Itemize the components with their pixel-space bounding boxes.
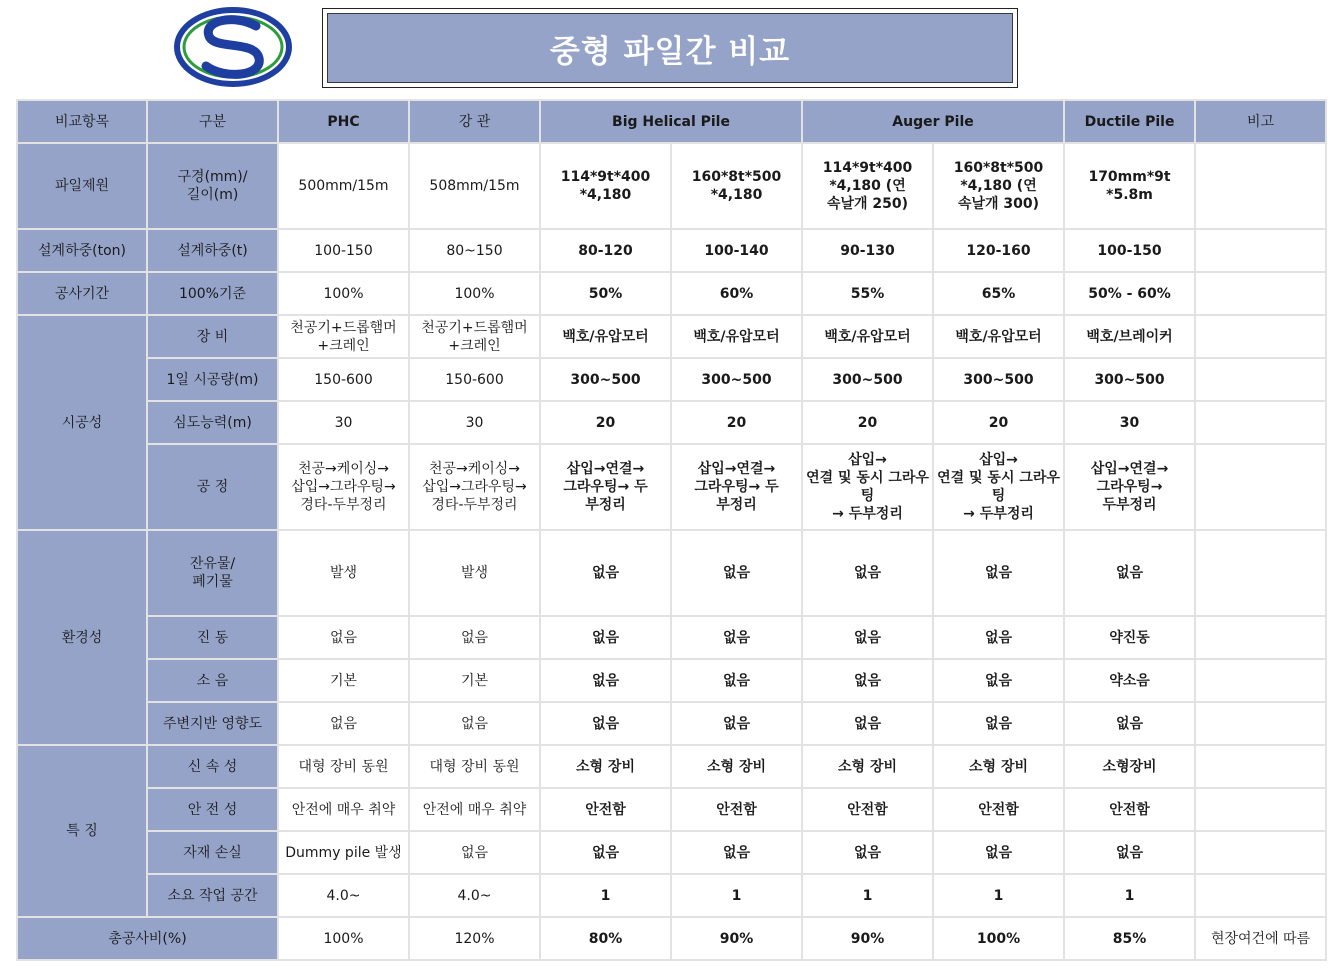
remark-diameter [1195,143,1326,229]
cell-daily-6: 300~500 [1064,358,1195,401]
cell-daily-0: 150-600 [278,358,409,401]
cell-cost-0: 100% [278,917,409,960]
cell-depth-4: 20 [802,401,933,444]
cell-depth-1: 30 [409,401,540,444]
row-label-ground: 주변지반 영향도 [147,702,278,745]
row-label-speed: 신 속 성 [147,745,278,788]
cell-safety-1: 안전에 매우 취약 [409,788,540,831]
remark-safety [1195,788,1326,831]
cell-equipment-1: 천공기+드롭햄머 +크레인 [409,315,540,358]
remark-daily [1195,358,1326,401]
remark-process [1195,444,1326,530]
category-environment: 환경성 [17,530,147,745]
table-row-diameter [17,143,1326,229]
header-phc: PHC [278,100,409,143]
cell-ground-6: 없음 [1064,702,1195,745]
cell-load-0: 100-150 [278,229,409,272]
cell-diameter-4: 114*9t*400 *4,180 (연 속날개 250) [802,143,933,229]
cell-residue-1: 발생 [409,530,540,616]
cell-diameter-1: 508mm/15m [409,143,540,229]
header-remarks: 비고 [1195,100,1326,143]
remark-equipment [1195,315,1326,358]
cell-daily-5: 300~500 [933,358,1064,401]
cell-process-5: 삽입→ 연결 및 동시 그라우팅 → 두부정리 [933,444,1064,530]
cell-vibration-4: 없음 [802,616,933,659]
cell-loss-0: Dummy pile 발생 [278,831,409,874]
cell-speed-5: 소형 장비 [933,745,1064,788]
cell-diameter-2: 114*9t*400 *4,180 [540,143,671,229]
cell-residue-4: 없음 [802,530,933,616]
cell-depth-5: 20 [933,401,1064,444]
remark-ground [1195,702,1326,745]
cell-depth-2: 20 [540,401,671,444]
cell-load-3: 100-140 [671,229,802,272]
cell-ground-0: 없음 [278,702,409,745]
cell-safety-0: 안전에 매우 취약 [278,788,409,831]
cell-speed-3: 소형 장비 [671,745,802,788]
cell-noise-6: 약소음 [1064,659,1195,702]
cell-space-2: 1 [540,874,671,917]
table-row-space [17,874,1326,917]
cell-space-0: 4.0~ [278,874,409,917]
table-row-equipment [17,315,1326,358]
cell-residue-3: 없음 [671,530,802,616]
row-label-safety: 안 전 성 [147,788,278,831]
cell-diameter-0: 500mm/15m [278,143,409,229]
remark-residue [1195,530,1326,616]
cell-space-1: 4.0~ [409,874,540,917]
cell-safety-3: 안전함 [671,788,802,831]
table-row-residue [17,530,1326,616]
table-row-daily [17,358,1326,401]
row-label-space: 소요 작업 공간 [147,874,278,917]
title-frame [322,8,1018,88]
cell-vibration-6: 약진동 [1064,616,1195,659]
cell-diameter-5: 160*8t*500 *4,180 (연 속날개 300) [933,143,1064,229]
cell-loss-2: 없음 [540,831,671,874]
row-label-load: 설계하중(t) [147,229,278,272]
table-row-speed [17,745,1326,788]
cell-load-1: 80~150 [409,229,540,272]
cell-safety-4: 안전함 [802,788,933,831]
cell-speed-0: 대형 장비 동원 [278,745,409,788]
cell-load-4: 90-130 [802,229,933,272]
cell-load-6: 100-150 [1064,229,1195,272]
cell-ground-5: 없음 [933,702,1064,745]
cell-period-2: 50% [540,272,671,315]
table-row-loss [17,831,1326,874]
table-row-noise [17,659,1326,702]
cell-period-1: 100% [409,272,540,315]
cell-ground-3: 없음 [671,702,802,745]
remark-load [1195,229,1326,272]
cell-cost-4: 90% [802,917,933,960]
category-design_load: 설계하중(ton) [17,229,147,272]
cell-daily-2: 300~500 [540,358,671,401]
header-item: 비교항목 [17,100,147,143]
cell-vibration-2: 없음 [540,616,671,659]
cell-process-1: 천공→케이싱→ 삽입→그라우팅→ 경타-두부정리 [409,444,540,530]
cell-equipment-5: 백호/유압모터 [933,315,1064,358]
row-label-equipment: 장 비 [147,315,278,358]
cell-period-5: 65% [933,272,1064,315]
table-row-safety [17,788,1326,831]
cell-equipment-4: 백호/유압모터 [802,315,933,358]
cell-loss-4: 없음 [802,831,933,874]
table-row-process [17,444,1326,530]
cell-loss-1: 없음 [409,831,540,874]
row-label-daily: 1일 시공량(m) [147,358,278,401]
comparison-table [16,99,1327,961]
cell-space-6: 1 [1064,874,1195,917]
header-division: 구분 [147,100,278,143]
table-row-vibration [17,616,1326,659]
cell-space-3: 1 [671,874,802,917]
category-features: 특 징 [17,745,147,917]
cell-load-5: 120-160 [933,229,1064,272]
company-logo [173,6,293,88]
cell-daily-3: 300~500 [671,358,802,401]
remark-loss [1195,831,1326,874]
remark-noise [1195,659,1326,702]
cell-ground-2: 없음 [540,702,671,745]
cell-equipment-3: 백호/유압모터 [671,315,802,358]
cell-noise-5: 없음 [933,659,1064,702]
remark-speed [1195,745,1326,788]
header-steel: 강 관 [409,100,540,143]
cell-process-2: 삽입→연결→ 그라우팅→ 두 부정리 [540,444,671,530]
page-title: 중형 파일간 비교 [327,13,1013,83]
cell-noise-3: 없음 [671,659,802,702]
cell-loss-6: 없음 [1064,831,1195,874]
cell-noise-2: 없음 [540,659,671,702]
cell-residue-2: 없음 [540,530,671,616]
row-label-vibration: 진 동 [147,616,278,659]
cell-space-4: 1 [802,874,933,917]
cell-cost-2: 80% [540,917,671,960]
cell-depth-6: 30 [1064,401,1195,444]
remark-depth [1195,401,1326,444]
cell-noise-4: 없음 [802,659,933,702]
cell-cost-6: 85% [1064,917,1195,960]
cell-safety-6: 안전함 [1064,788,1195,831]
cell-process-4: 삽입→ 연결 및 동시 그라우팅 → 두부정리 [802,444,933,530]
cell-depth-3: 20 [671,401,802,444]
cell-speed-6: 소형장비 [1064,745,1195,788]
cell-speed-1: 대형 장비 동원 [409,745,540,788]
table-row-period [17,272,1326,315]
header-auger: Auger Pile [802,100,1064,143]
cell-daily-4: 300~500 [802,358,933,401]
cell-vibration-0: 없음 [278,616,409,659]
cell-daily-1: 150-600 [409,358,540,401]
cell-vibration-3: 없음 [671,616,802,659]
cell-process-0: 천공→케이싱→ 삽입→그라우팅→ 경타-두부정리 [278,444,409,530]
cell-ground-1: 없음 [409,702,540,745]
cell-loss-5: 없음 [933,831,1064,874]
cell-cost-1: 120% [409,917,540,960]
cell-process-3: 삽입→연결→ 그라우팅→ 두 부정리 [671,444,802,530]
cell-depth-0: 30 [278,401,409,444]
remark-period [1195,272,1326,315]
category-pile_spec: 파일제원 [17,143,147,229]
header-ductile: Ductile Pile [1064,100,1195,143]
remark-vibration [1195,616,1326,659]
cell-diameter-6: 170mm*9t *5.8m [1064,143,1195,229]
remark-space [1195,874,1326,917]
cell-diameter-3: 160*8t*500 *4,180 [671,143,802,229]
cell-safety-2: 안전함 [540,788,671,831]
cell-period-6: 50% - 60% [1064,272,1195,315]
cell-process-6: 삽입→연결→ 그라우팅→ 두부정리 [1064,444,1195,530]
cell-space-5: 1 [933,874,1064,917]
cell-period-0: 100% [278,272,409,315]
cell-speed-2: 소형 장비 [540,745,671,788]
row-label-depth: 심도능력(m) [147,401,278,444]
cell-vibration-5: 없음 [933,616,1064,659]
cell-residue-5: 없음 [933,530,1064,616]
table-row-load [17,229,1326,272]
cell-equipment-6: 백호/브레이커 [1064,315,1195,358]
cell-speed-4: 소형 장비 [802,745,933,788]
cell-period-4: 55% [802,272,933,315]
cell-equipment-0: 천공기+드롭햄머 +크레인 [278,315,409,358]
remark-cost: 현장여건에 따름 [1195,917,1326,960]
category-period: 공사기간 [17,272,147,315]
cell-residue-0: 발생 [278,530,409,616]
row-label-noise: 소 음 [147,659,278,702]
row-label-process: 공 정 [147,444,278,530]
cell-safety-5: 안전함 [933,788,1064,831]
category-total-cost: 총공사비(%) [17,917,278,960]
cell-equipment-2: 백호/유압모터 [540,315,671,358]
table-row-depth [17,401,1326,444]
cell-period-3: 60% [671,272,802,315]
cell-residue-6: 없음 [1064,530,1195,616]
row-label-residue: 잔유물/ 폐기물 [147,530,278,616]
row-label-period: 100%기준 [147,272,278,315]
cell-load-2: 80-120 [540,229,671,272]
header-big-helical: Big Helical Pile [540,100,802,143]
table-row-ground [17,702,1326,745]
category-constructability: 시공성 [17,315,147,530]
cell-noise-0: 기본 [278,659,409,702]
cell-ground-4: 없음 [802,702,933,745]
header-row [17,100,1326,143]
cell-cost-5: 100% [933,917,1064,960]
row-label-diameter: 구경(mm)/ 길이(m) [147,143,278,229]
row-label-loss: 자재 손실 [147,831,278,874]
cell-vibration-1: 없음 [409,616,540,659]
cell-noise-1: 기본 [409,659,540,702]
cell-loss-3: 없음 [671,831,802,874]
table-row-cost [17,917,1326,960]
cell-cost-3: 90% [671,917,802,960]
